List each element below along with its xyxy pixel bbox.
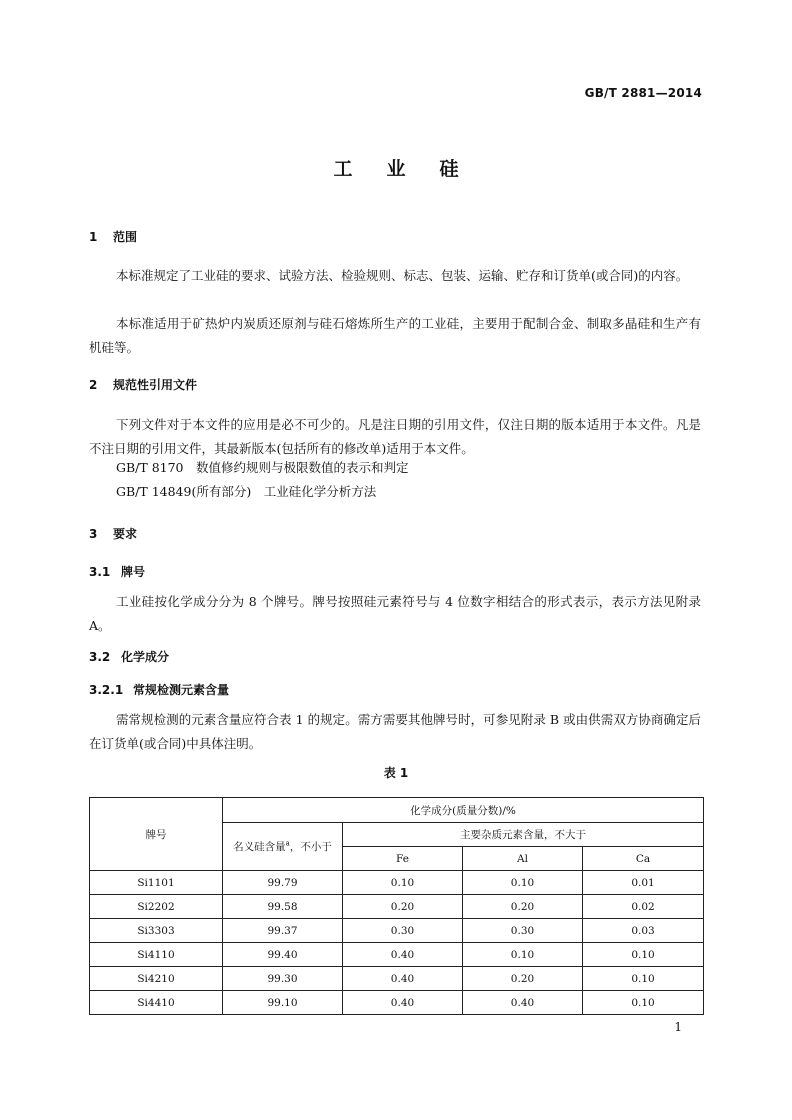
header-al: Al [463, 847, 583, 871]
cell-fe: 0.40 [343, 943, 463, 967]
cell-ca: 0.01 [583, 871, 704, 895]
cell-grade: Si4410 [90, 991, 223, 1015]
cell-ca: 0.03 [583, 919, 704, 943]
section-heading-3-2 [89, 648, 169, 665]
table-row [90, 871, 704, 895]
section-number: 3.1 [89, 565, 111, 579]
header-chemical-composition: 化学成分(质量分数)/% [223, 798, 704, 823]
section-title: 牌号 [121, 565, 146, 579]
section-number: 2 [89, 378, 98, 392]
header-grade: 牌号 [90, 798, 223, 871]
header-si-suffix: ，不小于 [289, 841, 332, 853]
cell-si: 99.10 [223, 991, 343, 1015]
reference-item: GB/T 8170 数值修约规则与极限数值的表示和判定 [116, 460, 409, 475]
cell-ca: 0.10 [583, 943, 704, 967]
standard-code: GB/T 2881—2014 [584, 86, 702, 100]
header-ca: Ca [583, 847, 704, 871]
cell-si: 99.58 [223, 895, 343, 919]
table-row [90, 991, 704, 1015]
cell-si: 99.30 [223, 967, 343, 991]
table-row [90, 943, 704, 967]
cell-ca: 0.02 [583, 895, 704, 919]
section-number: 3.2.1 [89, 683, 124, 697]
cell-grade: Si4110 [90, 943, 223, 967]
cell-fe: 0.10 [343, 871, 463, 895]
section-heading-3-1 [89, 563, 145, 580]
cell-al: 0.30 [463, 919, 583, 943]
section-title: 规范性引用文件 [113, 378, 198, 392]
cell-grade: Si2202 [90, 895, 223, 919]
cell-fe: 0.40 [343, 991, 463, 1015]
cell-ca: 0.10 [583, 991, 704, 1015]
section-number: 3 [89, 527, 98, 541]
section-title: 常规检测元素含量 [133, 683, 230, 697]
table-caption: 表 1 [383, 766, 409, 780]
cell-al: 0.10 [463, 871, 583, 895]
header-nominal-silicon [223, 823, 343, 871]
paragraph: 工业硅按化学成分分为 8 个牌号。牌号按照硅元素符号与 4 位数字相结合的形式表示，表示方法见附录 A。 [89, 594, 701, 633]
cell-al: 0.10 [463, 943, 583, 967]
paragraph: 需常规检测的元素含量应符合表 1 的规定。需方需要其他牌号时，可参见附录 B 或由供需双方协商确定后在订货单(或合同)中具体注明。 [89, 712, 701, 751]
table-row [90, 967, 704, 991]
page-number: 1 [674, 1020, 682, 1034]
header-fe: Fe [343, 847, 463, 871]
reference-item: GB/T 14849(所有部分) 工业硅化学分析方法 [116, 484, 377, 499]
section-heading-2 [89, 376, 197, 393]
cell-grade: Si3303 [90, 919, 223, 943]
cell-al: 0.40 [463, 991, 583, 1015]
cell-si: 99.79 [223, 871, 343, 895]
section-title: 要求 [113, 527, 138, 541]
cell-fe: 0.20 [343, 895, 463, 919]
cell-grade: Si4210 [90, 967, 223, 991]
cell-si: 99.40 [223, 943, 343, 967]
cell-al: 0.20 [463, 895, 583, 919]
cell-al: 0.20 [463, 967, 583, 991]
section-heading-1 [89, 228, 137, 245]
composition-table [89, 797, 704, 1015]
paragraph: 下列文件对于本文件的应用是必不可少的。凡是注日期的引用文件，仅注日期的版本适用于本文件。凡是不注日期的引用文件，其最新版本(包括所有的修改单)适用于本文件。 [89, 417, 701, 456]
footnote-marker: a [285, 839, 290, 848]
paragraph: 本标准规定了工业硅的要求、试验方法、检验规则、标志、包装、运输、贮存和订货单(或合同)的内容。 [116, 268, 689, 283]
section-number: 3.2 [89, 650, 111, 664]
section-number: 1 [89, 230, 98, 244]
table-row [90, 919, 704, 943]
section-heading-3-2-1 [89, 681, 229, 698]
cell-ca: 0.10 [583, 967, 704, 991]
document-title: 工业硅 [333, 158, 493, 180]
cell-fe: 0.30 [343, 919, 463, 943]
header-impurity: 主要杂质元素含量，不大于 [343, 823, 704, 847]
cell-grade: Si1101 [90, 871, 223, 895]
cell-si: 99.37 [223, 919, 343, 943]
section-title: 化学成分 [121, 650, 170, 664]
section-title: 范围 [113, 230, 138, 244]
header-si-label: 名义硅含量 [233, 841, 286, 853]
cell-fe: 0.40 [343, 967, 463, 991]
section-heading-3 [89, 525, 137, 542]
table-row [90, 895, 704, 919]
paragraph: 本标准适用于矿热炉内炭质还原剂与硅石熔炼所生产的工业硅，主要用于配制合金、制取多晶硅和生产有机硅等。 [89, 316, 701, 355]
